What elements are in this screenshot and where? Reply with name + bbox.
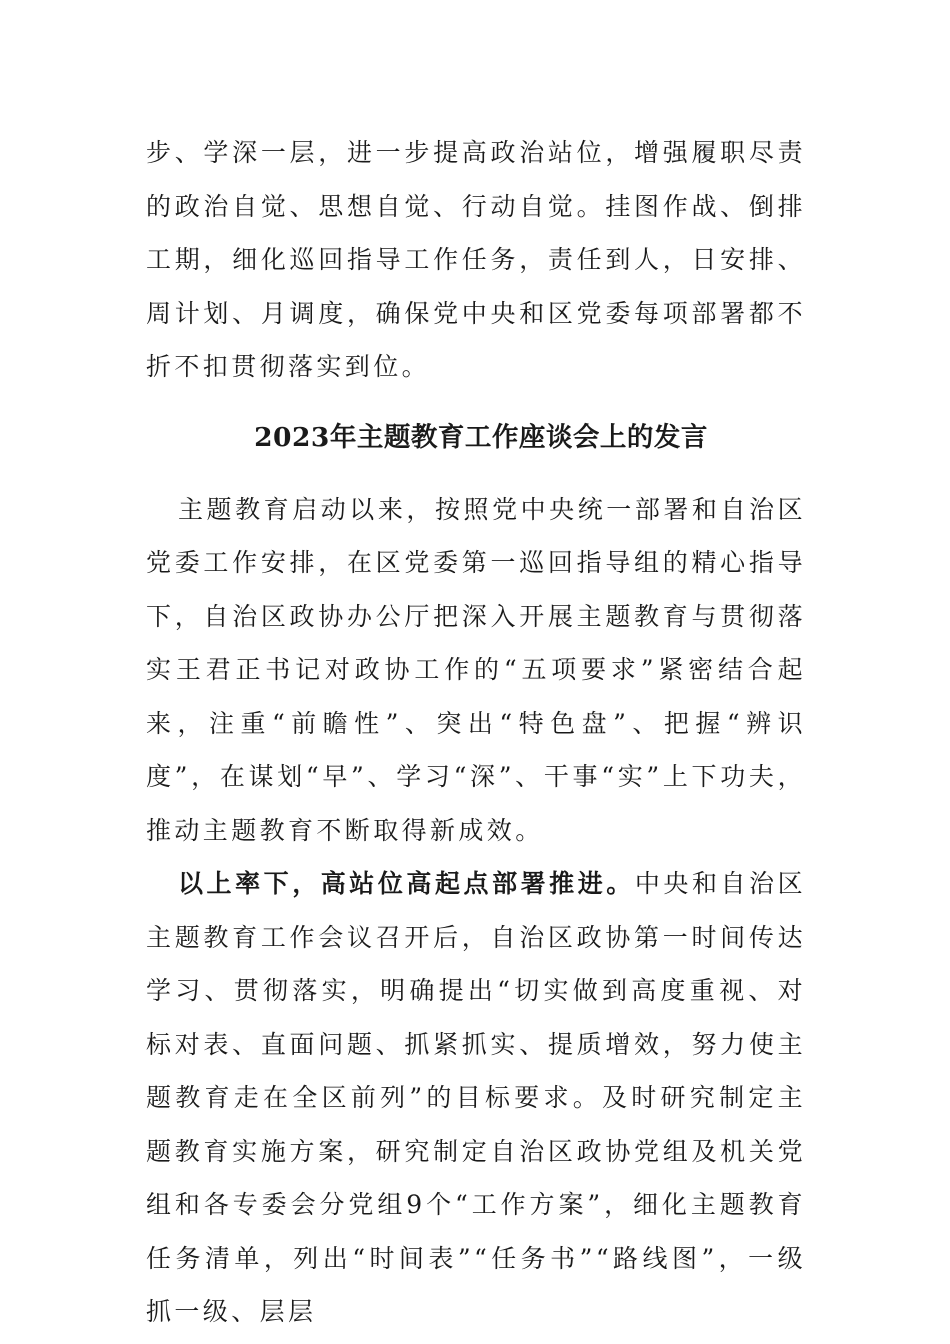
paragraph-body-text: 中央和自治区主题教育工作会议召开后，自治区政协第一时间传达学习、贯彻落实，明确提出“切实做到高度重视、对标对表、直面问题、抓紧抓实、提质增效，努力使主题教育走在全区前列”的目标要求。及时研究制定主题教育实施方案，研究制定自治区政协党组及机关党组和各专委会分党组9个“工作方案”，细化主题教育任务清单，列出“时间表”“任务书”“路线图”，一级抓一级、层层 <box>146 869 807 1326</box>
document-title: 2023年主题教育工作座谈会上的发言 <box>254 421 708 453</box>
document-body <box>146 126 806 1339</box>
continued-paragraph: 步、学深一层，进一步提高政治站位，增强履职尽责的政治自觉、思想自觉、行动自觉。挂图作战、倒排工期，细化巡回指导工作任务，责任到人，日安排、周计划、月调度，确保党中央和区党委每项部署都不折不扣贯彻落实到位。 <box>146 138 806 381</box>
paragraph-lead-heading: 以上率下，高站位高起点部署推进。 <box>178 869 635 898</box>
paragraph-intro: 主题教育启动以来，按照党中央统一部署和自治区党委工作安排，在区党委第一巡回指导组的精心指导下，自治区政协办公厅把深入开展主题教育与贯彻落实王君正书记对政协工作的“五项要求”紧密结合起来，注重“前瞻性”、突出“特色盘”、把握“辨识度”，在谋划“早”、学习“深”、干事“实”上下功夫，推动主题教育不断取得新成效。 <box>146 494 806 845</box>
paragraph-deployment <box>146 857 806 1339</box>
